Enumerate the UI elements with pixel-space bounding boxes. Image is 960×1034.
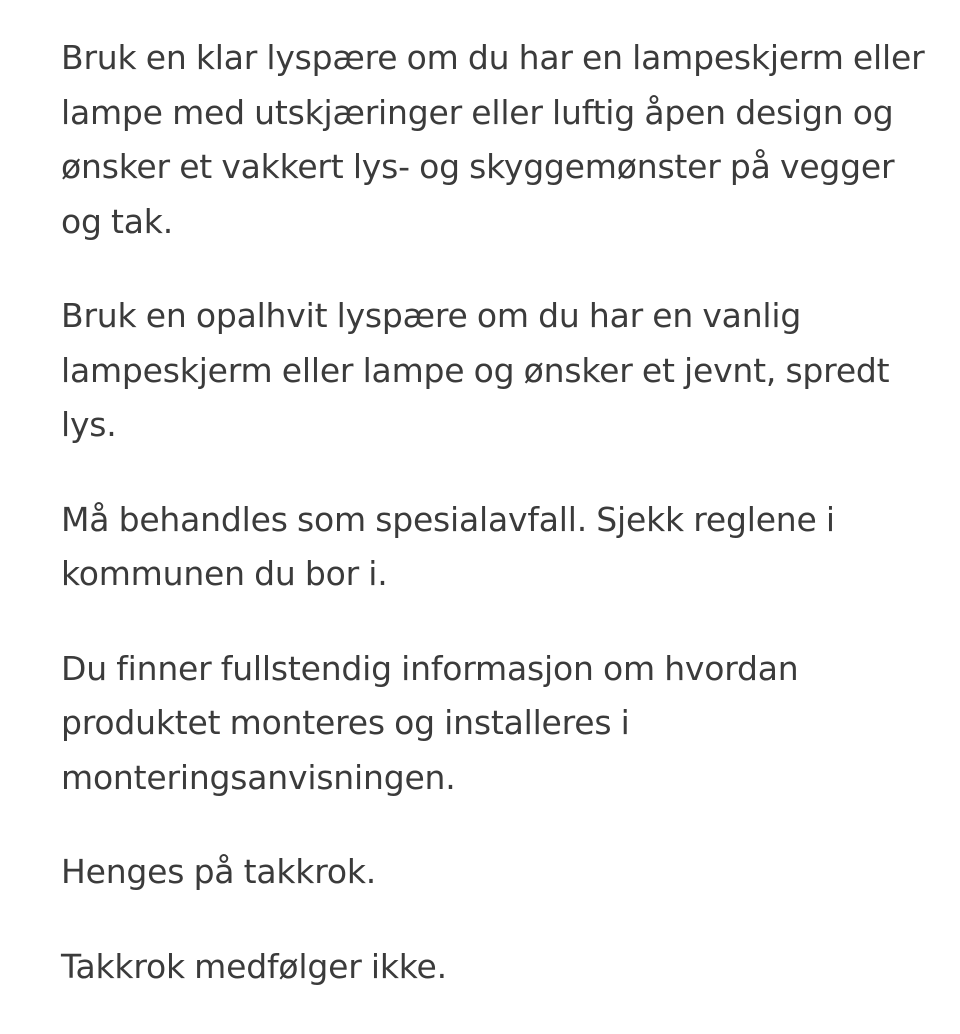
paragraph-opal-bulb: Bruk en opalhvit lyspære om du har en vanlig lampeskjerm eller lampe og ønsker et jevnt, spredt lys. xyxy=(61,296,890,444)
paragraph-disposal: Må behandles som spesialavfall. Sjekk reglene i kommunen du bor i. xyxy=(61,499,835,593)
paragraph-hook-not-included: Takkrok medfølger ikke. xyxy=(61,946,447,986)
paragraph-ceiling-hook: Henges på takkrok. xyxy=(61,852,377,891)
paragraph-clear-bulb: Bruk en klar lyspære om du har en lampeskjerm eller lampe med utskjæringer eller luftig åpen design og ønsker et vakkert lys- og skyggemønster på vegger og tak. xyxy=(61,38,925,241)
paragraph-assembly-info: Du finner fullstendig informasjon om hvordan produktet monteres og installeres i monteringsanvisningen. xyxy=(61,648,799,797)
product-info-text xyxy=(61,31,941,1034)
